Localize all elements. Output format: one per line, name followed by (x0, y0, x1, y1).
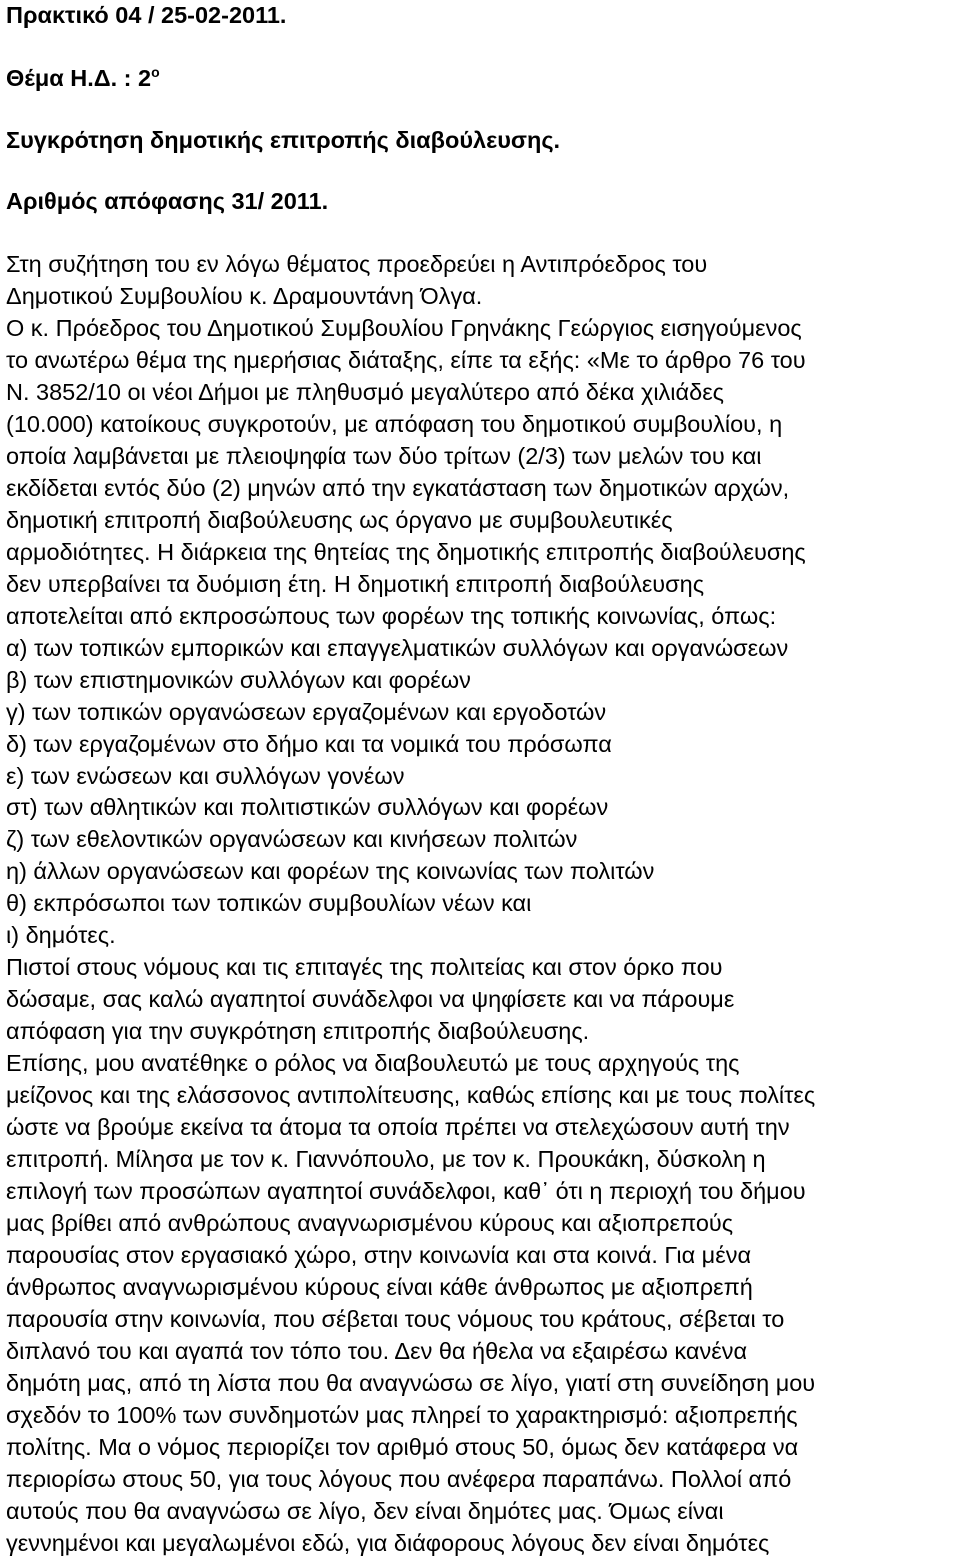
body-line: δώσαμε, σας καλώ αγαπητοί συνάδελφοι να ψηφίσετε και να πάρουμε (6, 986, 735, 1012)
body-line: γεννημένοι και μεγαλωμένοι εδώ, για διάφορους λόγους δεν είναι δημότες (6, 1530, 770, 1556)
body-line: εκδίδεται εντός δύο (2) μηνών από την εγκατάσταση των δημοτικών αρχών, (6, 475, 790, 501)
body-line: στ) των αθλητικών και πολιτιστικών συλλόγων και φορέων (6, 794, 609, 820)
body-line: διπλανό του και αγαπά τον τόπο του. Δεν θα ήθελα να εξαιρέσω κανένα (6, 1338, 748, 1364)
body-line: β) των επιστημονικών συλλόγων και φορέων (6, 667, 471, 693)
body-line: Πιστοί στους νόμους και τις επιταγές της πολιτείας και στον όρκο που (6, 954, 723, 980)
body-line: Ν. 3852/10 οι νέοι Δήμοι με πληθυσμό μεγαλύτερο από δέκα χιλιάδες (6, 379, 724, 405)
body-line: δ) των εργαζομένων στο δήμο και τα νομικά του πρόσωπα (6, 731, 612, 757)
body-line: άνθρωπος αναγνωρισμένου κύρους είναι κάθε άνθρωπος με αξιοπρεπή (6, 1274, 753, 1300)
body-line: πολίτης. Μα ο νόμος περιορίζει τον αριθμό στους 50, όμως δεν κατάφερα να (6, 1434, 799, 1460)
body-line: αποτελείται από εκπροσώπους των φορέων της τοπικής κοινωνίας, όπως: (6, 603, 777, 629)
body-line: ώστε να βρούμε εκείνα τα άτομα τα οποία πρέπει να στελεχώσουν αυτή την (6, 1114, 790, 1140)
minutes-number: Πρακτικό 04 / 25-02-2011. (6, 2, 287, 28)
subject-text: Θέμα Η.Δ. : 2 (6, 65, 152, 91)
decision-number: Αριθμός απόφασης 31/ 2011. (6, 188, 329, 214)
body-line: απόφαση για την συγκρότηση επιτροπής διαβούλευσης. (6, 1018, 590, 1044)
body-line: σχεδόν το 100% των συνδημοτών μας πληρεί το χαρακτηρισμό: αξιοπρεπής (6, 1402, 798, 1428)
body-line: α) των τοπικών εμπορικών και επαγγελματικών συλλόγων και οργανώσεων (6, 635, 789, 661)
topic-title: Συγκρότηση δημοτικής επιτροπής διαβούλευσης. (6, 127, 561, 153)
body-line: ι) δημότες. (6, 922, 116, 948)
body-line: δημότη μας, από τη λίστα που θα αναγνώσω σε λίγο, γιατί στη συνείδηση μου (6, 1370, 816, 1396)
body-line: γ) των τοπικών οργανώσεων εργαζομένων και εργοδοτών (6, 699, 607, 725)
body-line: Στη συζήτηση του εν λόγω θέματος προεδρεύει η Αντιπρόεδρος του (6, 251, 708, 277)
body-line: δημοτική επιτροπή διαβούλευσης ως όργανο με συμβουλευτικές (6, 507, 673, 533)
subject-ordinal: ο (151, 64, 160, 81)
body-line: παρουσία στην κοινωνία, που σέβεται τους νόμους του κράτους, σέβεται το (6, 1306, 785, 1332)
body-line: αρμοδιότητες. Η διάρκεια της θητείας της δημοτικής επιτροπής διαβούλευσης (6, 539, 806, 565)
body-line: αυτούς που θα αναγνώσω σε λίγο, δεν είναι δημότες μας. Όμως είναι (6, 1498, 724, 1524)
body-line: Επίσης, μου ανατέθηκε ο ρόλος να διαβουλευτώ με τους αρχηγούς της (6, 1050, 740, 1076)
body-line: Ο κ. Πρόεδρος του Δημοτικού Συμβουλίου Γρηνάκης Γεώργιος εισηγούμενος (6, 315, 802, 341)
body-line: η) άλλων οργανώσεων και φορέων της κοινωνίας των πολιτών (6, 858, 655, 884)
body-line: επιλογή των προσώπων αγαπητοί συνάδελφοι, καθ᾽ ότι η περιοχή του δήμου (6, 1178, 806, 1204)
body-line: ε) των ενώσεων και συλλόγων γονέων (6, 763, 405, 789)
body-line: θ) εκπρόσωποι των τοπικών συμβουλίων νέων και (6, 890, 532, 916)
body-line: δεν υπερβαίνει τα δυόμιση έτη. Η δημοτική επιτροπή διαβούλευσης (6, 571, 705, 597)
body-line: περιορίσω στους 50, για τους λόγους που ανέφερα παραπάνω. Πολλοί από (6, 1466, 792, 1492)
body-line: παρουσίας στον εργασιακό χώρο, στην κοινωνία και στα κοινά. Για μένα (6, 1242, 752, 1268)
body-line: μας βρίθει από ανθρώπους αναγνωρισμένου κύρους και αξιοπρεπούς (6, 1210, 734, 1236)
body-line: μείζονος και της ελάσσονος αντιπολίτευσης, καθώς επίσης και με τους πολίτες (6, 1082, 816, 1108)
body-line: οποία λαμβάνεται με πλειοψηφία των δύο τρίτων (2/3) των μελών του και (6, 443, 762, 469)
body-line: το ανωτέρω θέμα της ημερήσιας διάταξης, είπε τα εξής: «Με το άρθρο 76 του (6, 347, 806, 373)
subject-line (6, 64, 160, 92)
body-line: (10.000) κατοίκους συγκροτούν, με απόφαση του δημοτικού συμβουλίου, η (6, 411, 783, 437)
body-line: Δημοτικού Συμβουλίου κ. Δραμουντάνη Όλγα. (6, 283, 483, 309)
body-line: επιτροπή. Μίλησα με τον κ. Γιαννόπουλο, με τον κ. Προυκάκη, δύσκολη η (6, 1146, 766, 1172)
body-line: ζ) των εθελοντικών οργανώσεων και κινήσεων πολιτών (6, 826, 578, 852)
